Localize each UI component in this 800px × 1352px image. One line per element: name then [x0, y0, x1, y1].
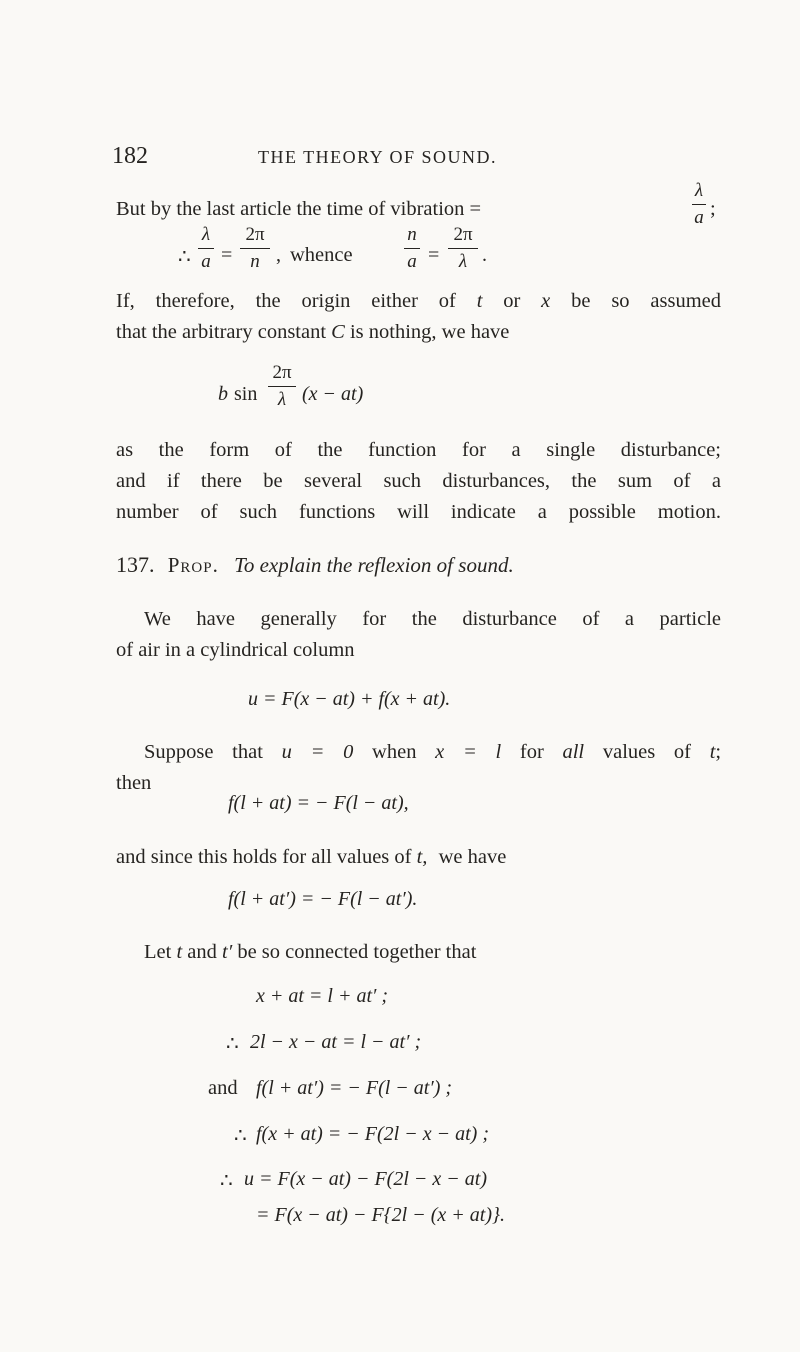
- vibration-sentence: [116, 198, 481, 221]
- emph-run: all: [562, 741, 585, 763]
- let-line: [144, 937, 749, 968]
- suppose-line: [116, 737, 721, 768]
- equation-4: x + at = l + at′ ;: [256, 985, 389, 1007]
- text-run: If, therefore, the origin either of: [116, 290, 456, 312]
- para2-line2: [116, 466, 721, 497]
- var-t: t: [176, 941, 183, 963]
- text-run: We have generally for the disturbance of a particle: [144, 608, 721, 630]
- punct: ;: [715, 741, 722, 763]
- var-C: C: [331, 321, 345, 343]
- para3-line1: [116, 604, 721, 635]
- text-run: be so connected together that: [237, 941, 477, 963]
- var-t: t,: [416, 846, 428, 868]
- text-run: and if there be several such disturbances, the sum of a: [116, 470, 721, 492]
- math-run: x = l: [435, 741, 502, 763]
- para1-line1: [116, 286, 721, 317]
- fraction-denominator: a: [694, 207, 704, 228]
- comma: ,: [276, 244, 281, 266]
- fraction-denominator: a: [407, 251, 417, 272]
- para1-line2: [116, 317, 721, 348]
- page-number: 182: [112, 143, 148, 169]
- text-run: be so assumed: [571, 290, 721, 312]
- text-run: or: [503, 290, 521, 312]
- equation-2: f(l + at) = − F(l − at),: [228, 792, 409, 814]
- text-run: then: [116, 772, 152, 794]
- para2-line1: [116, 435, 721, 466]
- fraction-denominator: λ: [277, 389, 287, 410]
- fraction-bar: [448, 248, 478, 249]
- section-title: To explain the reflexion of sound.: [234, 553, 514, 577]
- fraction-numerator: 2π: [272, 362, 292, 383]
- equation-7: f(x + at) = − F(2l − x − at) ;: [256, 1123, 489, 1145]
- whence-word: whence: [290, 244, 353, 266]
- since-line: [116, 842, 721, 873]
- para2-line3: [116, 497, 721, 528]
- text-run: of air in a cylindrical column: [116, 639, 355, 661]
- fraction-bar: [268, 386, 296, 387]
- fraction-numerator: λ: [694, 180, 704, 201]
- equation-3: f(l + at′) = − F(l − at′).: [228, 888, 418, 910]
- sin-function: sin: [234, 383, 258, 405]
- equation-9: = F(x − at) − F{2l − (x + at)}.: [256, 1204, 505, 1226]
- text-run: for: [519, 741, 544, 763]
- fraction-denominator: n: [250, 251, 260, 272]
- fraction-denominator: a: [201, 251, 211, 272]
- equals-sign: =: [428, 244, 440, 266]
- running-title: THE THEORY OF SOUND.: [258, 147, 498, 167]
- fraction-lambda-a: [198, 224, 214, 273]
- section-label: Prop.: [167, 553, 219, 577]
- text-run: Suppose that: [144, 741, 263, 763]
- fraction-n-a: [404, 224, 420, 273]
- section-number: 137.: [116, 552, 155, 577]
- text-run: Let: [144, 941, 172, 963]
- fraction-numerator: n: [407, 224, 417, 245]
- therefore-symbol: ∴: [234, 1125, 247, 1147]
- fraction-2pi-lambda: [268, 362, 296, 411]
- vibration-semicolon: ;: [710, 198, 716, 220]
- var-x: x: [541, 290, 551, 312]
- fraction-numerator: 2π: [453, 224, 473, 245]
- fraction-numerator: 2π: [245, 224, 265, 245]
- therefore-symbol: ∴: [220, 1170, 233, 1192]
- vibration-text: But by the last article the time of vibration =: [116, 198, 482, 220]
- text-run: and since this holds for all values of: [116, 846, 412, 868]
- vibration-fraction: [692, 180, 706, 229]
- therefore-symbol: ∴: [226, 1033, 239, 1055]
- fraction-bar: [692, 204, 706, 205]
- para3-line2: [116, 635, 721, 666]
- period: .: [482, 244, 487, 266]
- section-heading: [116, 552, 514, 578]
- math-run: u = 0: [281, 741, 354, 763]
- text-run: we have: [438, 846, 507, 868]
- equation-1: u = F(x − at) + f(x + at).: [248, 688, 451, 710]
- then-line: [116, 768, 721, 799]
- fraction-2pi-n: [240, 224, 270, 273]
- equation-8: u = F(x − at) − F(2l − x − at): [244, 1168, 487, 1190]
- fraction-denominator: λ: [458, 251, 468, 272]
- therefore-symbol: ∴: [178, 246, 191, 268]
- fraction-2pi-lambda: [448, 224, 478, 273]
- sin-argument: (x − at): [302, 383, 364, 405]
- equation-6: f(l + at′) = − F(l − at′) ;: [256, 1077, 453, 1099]
- text-run: is nothing, we have: [349, 321, 510, 343]
- fraction-bar: [404, 248, 420, 249]
- equation-5: 2l − x − at = l − at′ ;: [250, 1031, 422, 1053]
- fraction-bar: [198, 248, 214, 249]
- text-run: number of such functions will indicate a possible motion.: [116, 501, 721, 523]
- text-run: values of: [602, 741, 691, 763]
- var-t: t: [709, 741, 716, 763]
- and-word: and: [208, 1077, 238, 1099]
- equals-sign: =: [221, 244, 233, 266]
- fraction-bar: [240, 248, 270, 249]
- var-t-prime: t′: [222, 941, 233, 963]
- var-b: b: [218, 383, 228, 405]
- text-run: as the form of the function for a single disturbance;: [116, 439, 721, 461]
- text-run: when: [372, 741, 417, 763]
- text-run: that the arbitrary constant: [116, 321, 327, 343]
- var-t: t: [476, 290, 483, 312]
- fraction-numerator: λ: [201, 224, 211, 245]
- text-run: and: [187, 941, 217, 963]
